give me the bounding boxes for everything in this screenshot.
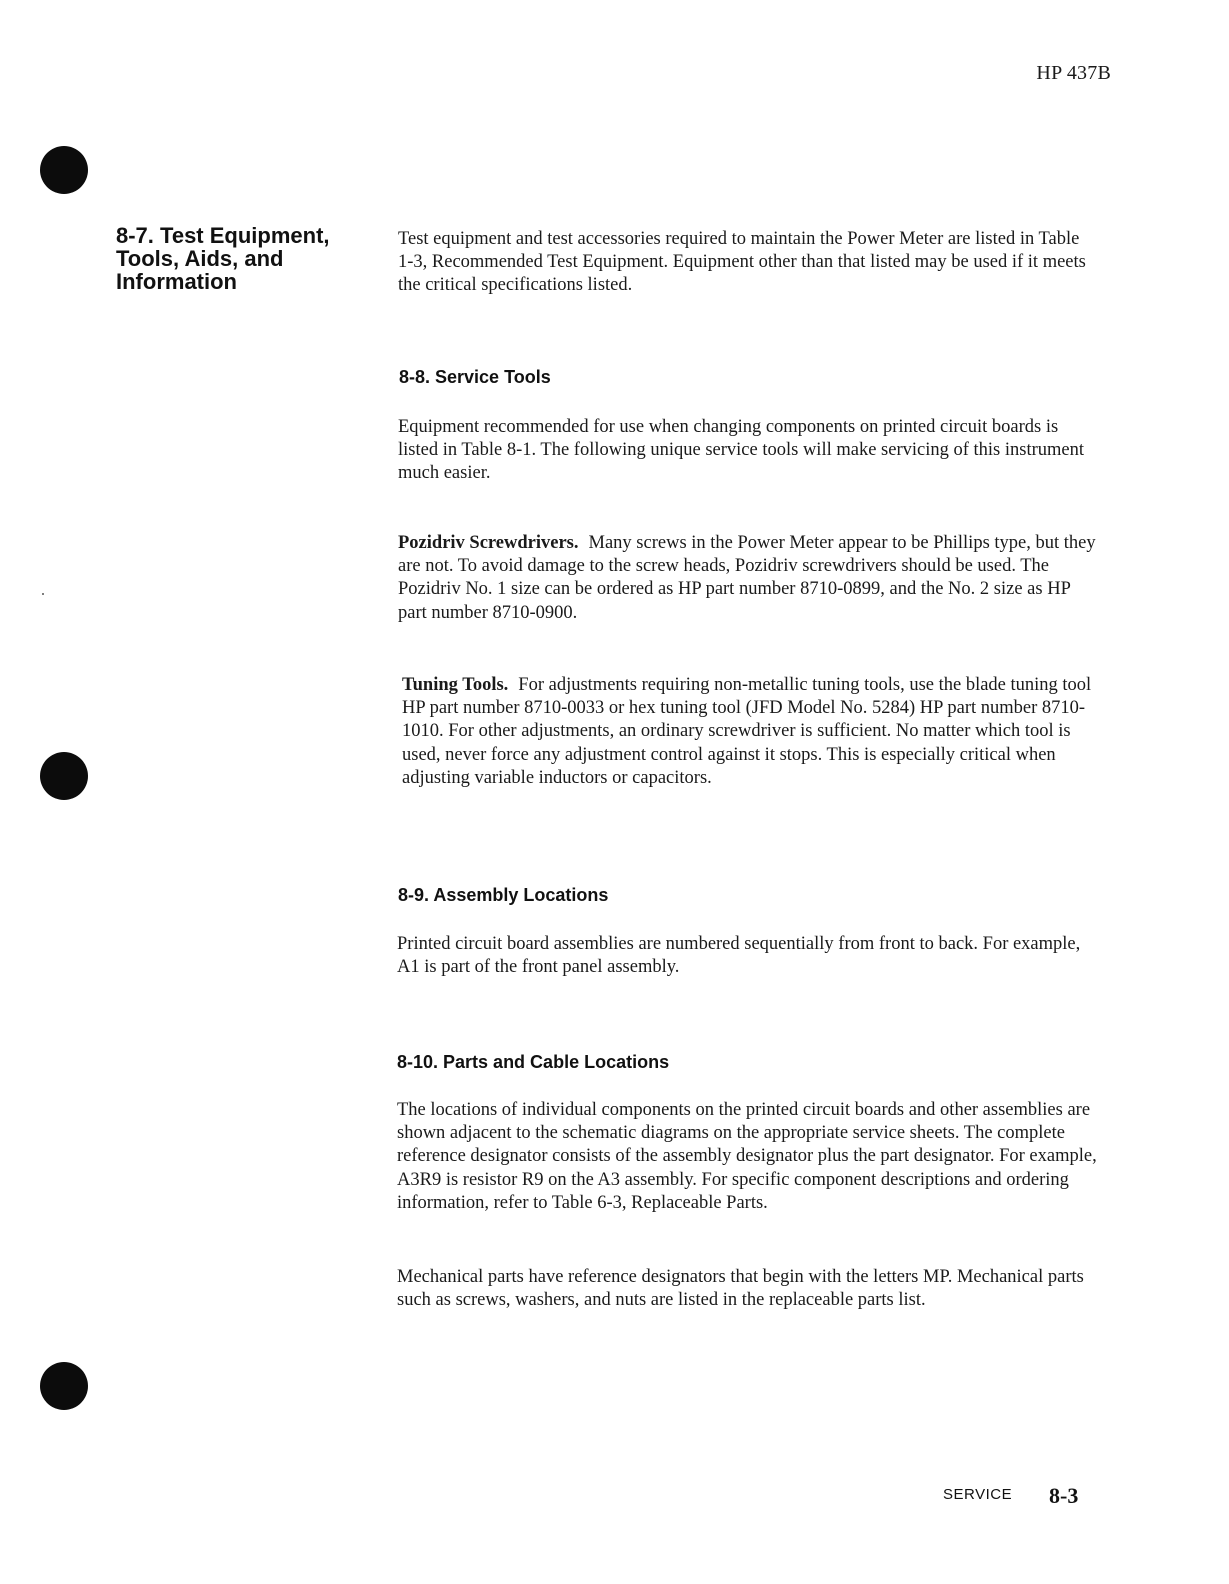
- section-8-9-body: Printed circuit board assemblies are numbered sequentially from front to back. For example, A1 is part of the front panel assembly.: [397, 934, 1081, 978]
- section-8-8-body: Equipment recommended for use when changing components on printed circuit boards is listed in Table 8-1. The following unique service tools will make servicing of this instrument much easier.: [398, 417, 1084, 484]
- pozidriv-text: Many screws in the Power Meter appear to be Phillips type, but they are not. To avoid damage to the screw heads, Pozidriv screwdrivers should be used. The Pozidriv No. 1 size can be ordered as HP part number 8710-0899, and the No. 2 size as HP part number 8710-0900.: [398, 533, 1096, 623]
- footer-section-label: SERVICE: [943, 1486, 1013, 1503]
- scan-speck: [42, 593, 44, 595]
- section-8-10-body-2: Mechanical parts have reference designators that begin with the letters MP. Mechanical parts such as screws, washers, and nuts are listed in the replaceable parts list.: [397, 1267, 1084, 1311]
- punch-hole-middle: [40, 752, 88, 800]
- pozidriv-paragraph: [398, 532, 1098, 625]
- punch-hole-bottom: [40, 1362, 88, 1410]
- pozidriv-title: Pozidriv Screwdrivers.: [398, 533, 579, 553]
- section-8-10-heading: 8-10. Parts and Cable Locations: [397, 1052, 670, 1072]
- footer-page-number: 8-3: [1049, 1483, 1079, 1508]
- section-8-7-body: Test equipment and test accessories required to maintain the Power Meter are listed in Table 1-3, Recommended Test Equipment. Equipment other than that listed may be used if it meets the critical specifications listed.: [398, 229, 1086, 296]
- section-8-9-heading: 8-9. Assembly Locations: [398, 885, 609, 905]
- tuning-tools-text: For adjustments requiring non-metallic tuning tools, use the blade tuning tool HP part number 8710-0033 or hex tuning tool (JFD Model No. 5284) HP part number 8710-1010. For other adjustments, an ordinary screwdriver is sufficient. No matter which tool is used, never force any adjustment control against it stops. This is especially critical when adjusting variable inductors or capacitors.: [402, 675, 1092, 788]
- section-8-10-body-1: The locations of individual components on the printed circuit boards and other assemblies are shown adjacent to the schematic diagrams on the appropriate service sheets. The complete reference designator consists of the assembly designator plus the part designator. For example, A3R9 is resistor R9 on the A3 assembly. For specific component descriptions and ordering information, refer to Table 6-3, Replaceable Parts.: [397, 1100, 1097, 1213]
- section-8-8-heading: 8-8. Service Tools: [399, 367, 551, 387]
- tuning-tools-paragraph: [402, 674, 1102, 790]
- section-8-7-heading: 8-7. Test Equipment, Tools, Aids, and Information: [116, 223, 330, 294]
- punch-hole-top: [40, 146, 88, 194]
- page-header-model: HP 437B: [1036, 62, 1111, 84]
- tuning-tools-title: Tuning Tools.: [402, 675, 509, 695]
